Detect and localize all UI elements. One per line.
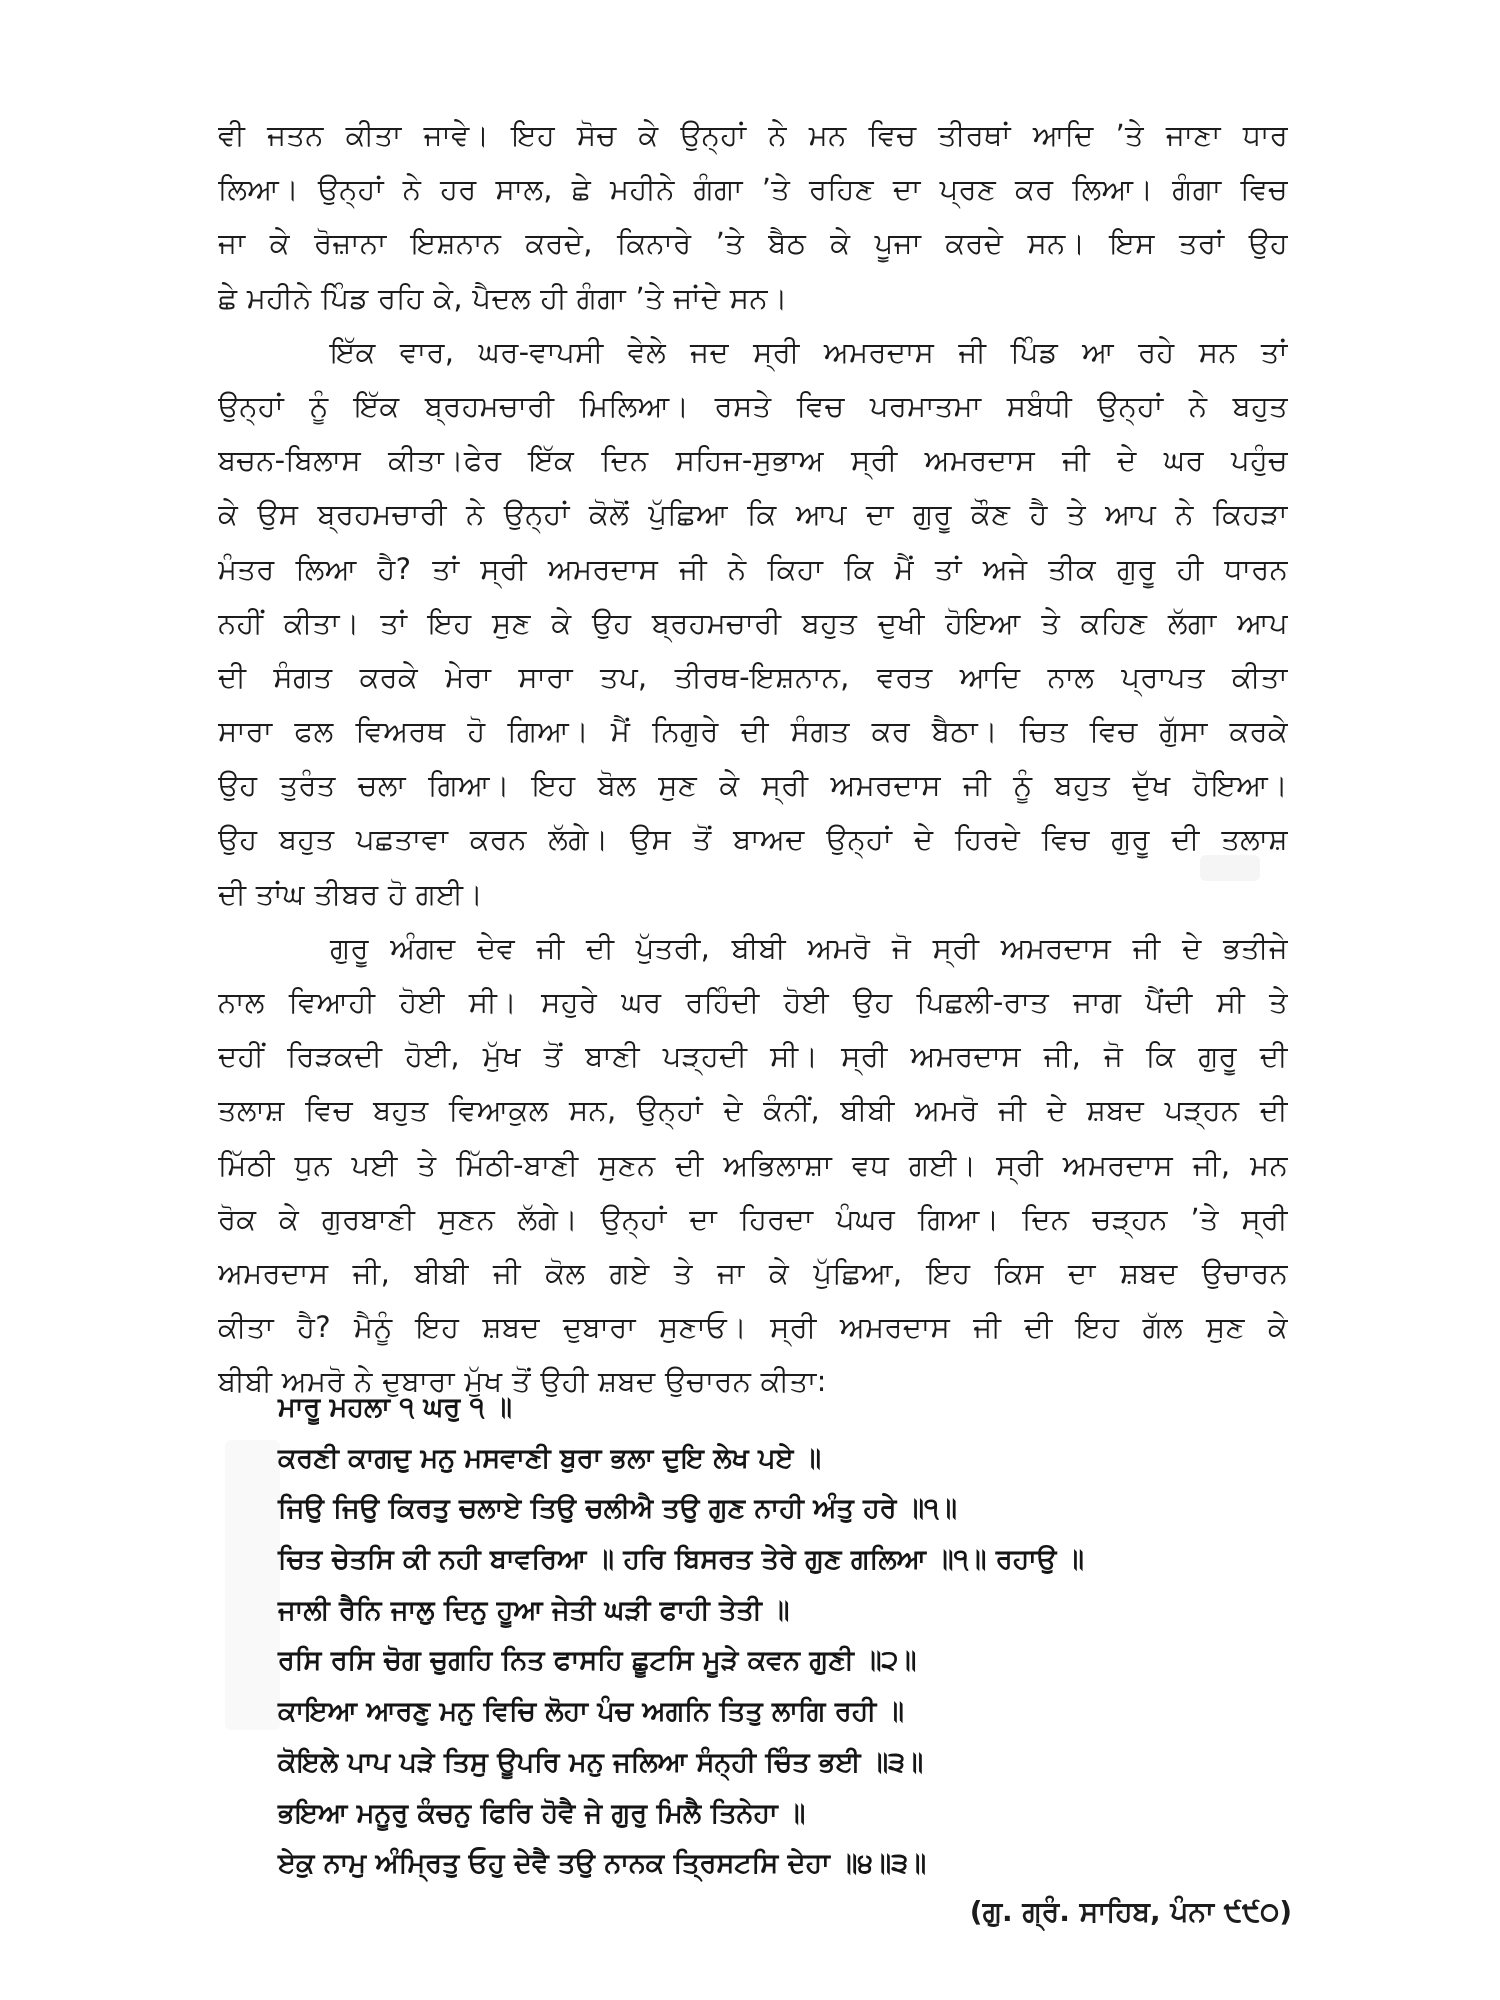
scripture-verses — [278, 1383, 1298, 1890]
text-line: ਰੋਕ ਕੇ ਗੁਰਬਾਣੀ ਸੁਣਨ ਲੱਗੇ। ਉਨ੍ਹਾਂ ਦਾ ਹਿਰਦਾ ਪੰਘਰ ਗਿਆ। ਦਿਨ ਚੜ੍ਹਨ ’ਤੇ ਸ੍ਰੀ — [218, 1201, 1288, 1236]
verse-line: ਰਸਿ ਰਸਿ ਚੋਗ ਚੁਗਹਿ ਨਿਤ ਫਾਸਹਿ ਛੂਟਸਿ ਮੂੜੇ ਕਵਨ ਗੁਣੀ ॥੨॥ — [278, 1645, 917, 1677]
text-line: ਅਮਰਦਾਸ ਜੀ, ਬੀਬੀ ਜੀ ਕੋਲ ਗਏ ਤੇ ਜਾ ਕੇ ਪੁੱਛਿਆ, ਇਹ ਕਿਸ ਦਾ ਸ਼ਬਦ ਉਚਾਰਨ — [218, 1255, 1288, 1290]
text-line: ਦਹੀਂ ਰਿੜਕਦੀ ਹੋਈ, ਮੁੱਖ ਤੋਂ ਬਾਣੀ ਪੜ੍ਹਦੀ ਸੀ। ਸ੍ਰੀ ਅਮਰਦਾਸ ਜੀ, ਜੋ ਕਿ ਗੁਰੂ ਦੀ — [218, 1039, 1288, 1074]
text-line: ਕੀਤਾ ਹੈ? ਮੈਨੂੰ ਇਹ ਸ਼ਬਦ ਦੁਬਾਰਾ ਸੁਣਾਓ। ਸ੍ਰੀ ਅਮਰਦਾਸ ਜੀ ਦੀ ਇਹ ਗੱਲ ਸੁਣ ਕੇ — [218, 1310, 1288, 1345]
verse-line: ਕੋਇਲੇ ਪਾਪ ਪੜੇ ਤਿਸੁ ਊਪਰਿ ਮਨੁ ਜਲਿਆ ਸੰਨ੍ਹੀ ਚਿੰਤ ਭਈ ॥੩॥ — [278, 1746, 924, 1778]
text-line: ਬੀਬੀ ਅਮਰੋ ਨੇ ਦੁਬਾਰਾ ਮੁੱਖ ਤੋਂ ਉਹੀ ਸ਼ਬਦ ਉਚਾਰਨ ਕੀਤਾ: — [218, 1364, 827, 1399]
text-line: ਉਹ ਤੁਰੰਤ ਚਲਾ ਗਿਆ। ਇਹ ਬੋਲ ਸੁਣ ਕੇ ਸ੍ਰੀ ਅਮਰਦਾਸ ਜੀ ਨੂੰ ਬਹੁਤ ਦੁੱਖ ਹੋਇਆ। — [218, 768, 1288, 803]
text-line: ਦੀ ਸੰਗਤ ਕਰਕੇ ਮੇਰਾ ਸਾਰਾ ਤਪ, ਤੀਰਥ-ਇਸ਼ਨਾਨ, ਵਰਤ ਆਦਿ ਨਾਲ ਪ੍ਰਾਪਤ ਕੀਤਾ — [218, 659, 1288, 694]
text-line: ਦੀ ਤਾਂਘ ਤੀਬਰ ਹੋ ਗਈ। — [218, 876, 484, 911]
verse-line: ਭਇਆ ਮਨੂਰੁ ਕੰਚਨੁ ਫਿਰਿ ਹੋਵੈ ਜੇ ਗੁਰੁ ਮਿਲੈ ਤਿਨੇਹਾ ॥ — [278, 1797, 806, 1829]
text-line: ਗੁਰੂ ਅੰਗਦ ਦੇਵ ਜੀ ਦੀ ਪੁੱਤਰੀ, ਬੀਬੀ ਅਮਰੋ ਜੋ ਸ੍ਰੀ ਅਮਰਦਾਸ ਜੀ ਦੇ ਭਤੀਜੇ — [330, 930, 1288, 965]
paragraph — [218, 325, 1288, 921]
text-line: ਜਾ ਕੇ ਰੋਜ਼ਾਨਾ ਇਸ਼ਨਾਨ ਕਰਦੇ, ਕਿਨਾਰੇ ’ਤੇ ਬੈਠ ਕੇ ਪੂਜਾ ਕਰਦੇ ਸਨ। ਇਸ ਤਰਾਂ ਉਹ — [218, 226, 1288, 261]
text-line: ਬਚਨ-ਬਿਲਾਸ ਕੀਤਾ।ਫੇਰ ਇੱਕ ਦਿਨ ਸਹਿਜ-ਸੁਭਾਅ ਸ੍ਰੀ ਅਮਰਦਾਸ ਜੀ ਦੇ ਘਰ ਪਹੁੰਚ — [218, 443, 1288, 478]
text-line: ਛੇ ਮਹੀਨੇ ਪਿੰਡ ਰਹਿ ਕੇ, ਪੈਦਲ ਹੀ ਗੰਗਾ ’ਤੇ ਜਾਂਦੇ ਸਨ। — [218, 280, 788, 315]
text-line: ਤਲਾਸ਼ ਵਿਚ ਬਹੁਤ ਵਿਆਕੁਲ ਸਨ, ਉਨ੍ਹਾਂ ਦੇ ਕੰਨੀਂ, ਬੀਬੀ ਅਮਰੋ ਜੀ ਦੇ ਸ਼ਬਦ ਪੜ੍ਹਨ ਦੀ — [218, 1093, 1288, 1128]
text-line: ਕੇ ਉਸ ਬ੍ਰਹਮਚਾਰੀ ਨੇ ਉਨ੍ਹਾਂ ਕੋਲੋਂ ਪੁੱਛਿਆ ਕਿ ਆਪ ਦਾ ਗੁਰੂ ਕੌਣ ਹੈ ਤੇ ਆਪ ਨੇ ਕਿਹੜਾ — [218, 497, 1288, 532]
text-line: ਉਹ ਬਹੁਤ ਪਛਤਾਵਾ ਕਰਨ ਲੱਗੇ। ਉਸ ਤੋਂ ਬਾਅਦ ਉਨ੍ਹਾਂ ਦੇ ਹਿਰਦੇ ਵਿਚ ਗੁਰੂ ਦੀ ਤਲਾਸ਼ — [218, 822, 1288, 857]
text-line: ਸਾਰਾ ਫਲ ਵਿਅਰਥ ਹੋ ਗਿਆ। ਮੈਂ ਨਿਗੁਰੇ ਦੀ ਸੰਗਤ ਕਰ ਬੈਠਾ। ਚਿਤ ਵਿਚ ਗੁੱਸਾ ਕਰਕੇ — [218, 714, 1288, 749]
text-line: ਨਾਲ ਵਿਆਹੀ ਹੋਈ ਸੀ। ਸਹੁਰੇ ਘਰ ਰਹਿੰਦੀ ਹੋਈ ਉਹ ਪਿਛਲੀ-ਰਾਤ ਜਾਗ ਪੈਂਦੀ ਸੀ ਤੇ — [218, 985, 1288, 1019]
verse-line: ਚਿਤ ਚੇਤਸਿ ਕੀ ਨਹੀ ਬਾਵਰਿਆ ॥ ਹਰਿ ਬਿਸਰਤ ਤੇਰੇ ਗੁਣ ਗਲਿਆ ॥੧॥ ਰਹਾਉ ॥ — [278, 1544, 1084, 1576]
text-line: ਵੀ ਜਤਨ ਕੀਤਾ ਜਾਵੇ। ਇਹ ਸੋਚ ਕੇ ਉਨ੍ਹਾਂ ਨੇ ਮਨ ਵਿਚ ਤੀਰਥਾਂ ਆਦਿ ’ਤੇ ਜਾਣਾ ਧਾਰ — [218, 118, 1288, 152]
body-text — [218, 108, 1288, 1409]
text-line: ਨਹੀਂ ਕੀਤਾ। ਤਾਂ ਇਹ ਸੁਣ ਕੇ ਉਹ ਬ੍ਰਹਮਚਾਰੀ ਬਹੁਤ ਦੁਖੀ ਹੋਇਆ ਤੇ ਕਹਿਣ ਲੱਗਾ ਆਪ — [218, 605, 1288, 640]
verse-line: ਕਾਇਆ ਆਰਣੁ ਮਨੁ ਵਿਚਿ ਲੋਹਾ ਪੰਚ ਅਗਨਿ ਤਿਤੁ ਲਾਗਿ ਰਹੀ ॥ — [278, 1696, 904, 1728]
paragraph — [218, 921, 1288, 1409]
text-line: ਉਨ੍ਹਾਂ ਨੂੰ ਇੱਕ ਬ੍ਰਹਮਚਾਰੀ ਮਿਲਿਆ। ਰਸਤੇ ਵਿਚ ਪਰਮਾਤਮਾ ਸਬੰਧੀ ਉਨ੍ਹਾਂ ਨੇ ਬਹੁਤ — [218, 388, 1288, 423]
scan-smudge — [225, 1440, 280, 1730]
verse-heading: ਮਾਰੂ ਮਹਲਾ ੧ ਘਰੁ ੧ ॥ — [278, 1392, 512, 1423]
scripture-citation: (ਗੁ. ਗ੍ਰੰ. ਸਾਹਿਬ, ਪੰਨਾ ੯੯੦) — [969, 1895, 1292, 1928]
verse-line: ਕਰਣੀ ਕਾਗਦੁ ਮਨੁ ਮਸਵਾਣੀ ਬੁਰਾ ਭਲਾ ਦੁਇ ਲੇਖ ਪਏ ॥ — [278, 1442, 822, 1474]
verse-line: ਏਕੁ ਨਾਮੁ ਅੰਮ੍ਰਿਤੁ ਓਹੁ ਦੇਵੈ ਤਉ ਨਾਨਕ ਤ੍ਰਿਸਟਸਿ ਦੇਹਾ ॥੪॥੩॥ — [278, 1848, 927, 1880]
verse-line: ਜਾਲੀ ਰੈਨਿ ਜਾਲੁ ਦਿਨੁ ਹੂਆ ਜੇਤੀ ਘੜੀ ਫਾਹੀ ਤੇਤੀ ॥ — [278, 1594, 790, 1626]
text-line: ਮੰਤਰ ਲਿਆ ਹੈ? ਤਾਂ ਸ੍ਰੀ ਅਮਰਦਾਸ ਜੀ ਨੇ ਕਿਹਾ ਕਿ ਮੈਂ ਤਾਂ ਅਜੇ ਤੀਕ ਗੁਰੂ ਹੀ ਧਾਰਨ — [218, 551, 1288, 586]
text-line: ਇੱਕ ਵਾਰ, ਘਰ-ਵਾਪਸੀ ਵੇਲੇ ਜਦ ਸ੍ਰੀ ਅਮਰਦਾਸ ਜੀ ਪਿੰਡ ਆ ਰਹੇ ਸਨ ਤਾਂ — [330, 334, 1288, 369]
verse-line: ਜਿਉ ਜਿਉ ਕਿਰਤੁ ਚਲਾਏ ਤਿਉ ਚਲੀਐ ਤਉ ਗੁਣ ਨਾਹੀ ਅੰਤੁ ਹਰੇ ॥੧॥ — [278, 1493, 957, 1525]
text-line: ਮਿੱਠੀ ਧੁਨ ਪਈ ਤੇ ਮਿੱਠੀ-ਬਾਣੀ ਸੁਣਨ ਦੀ ਅਭਿਲਾਸ਼ਾ ਵਧ ਗਈ। ਸ੍ਰੀ ਅਮਰਦਾਸ ਜੀ, ਮਨ — [218, 1147, 1288, 1182]
paragraph — [218, 108, 1288, 325]
text-line: ਲਿਆ। ਉਨ੍ਹਾਂ ਨੇ ਹਰ ਸਾਲ, ਛੇ ਮਹੀਨੇ ਗੰਗਾ ’ਤੇ ਰਹਿਣ ਦਾ ਪ੍ਰਣ ਕਰ ਲਿਆ। ਗੰਗਾ ਵਿਚ — [218, 172, 1288, 207]
